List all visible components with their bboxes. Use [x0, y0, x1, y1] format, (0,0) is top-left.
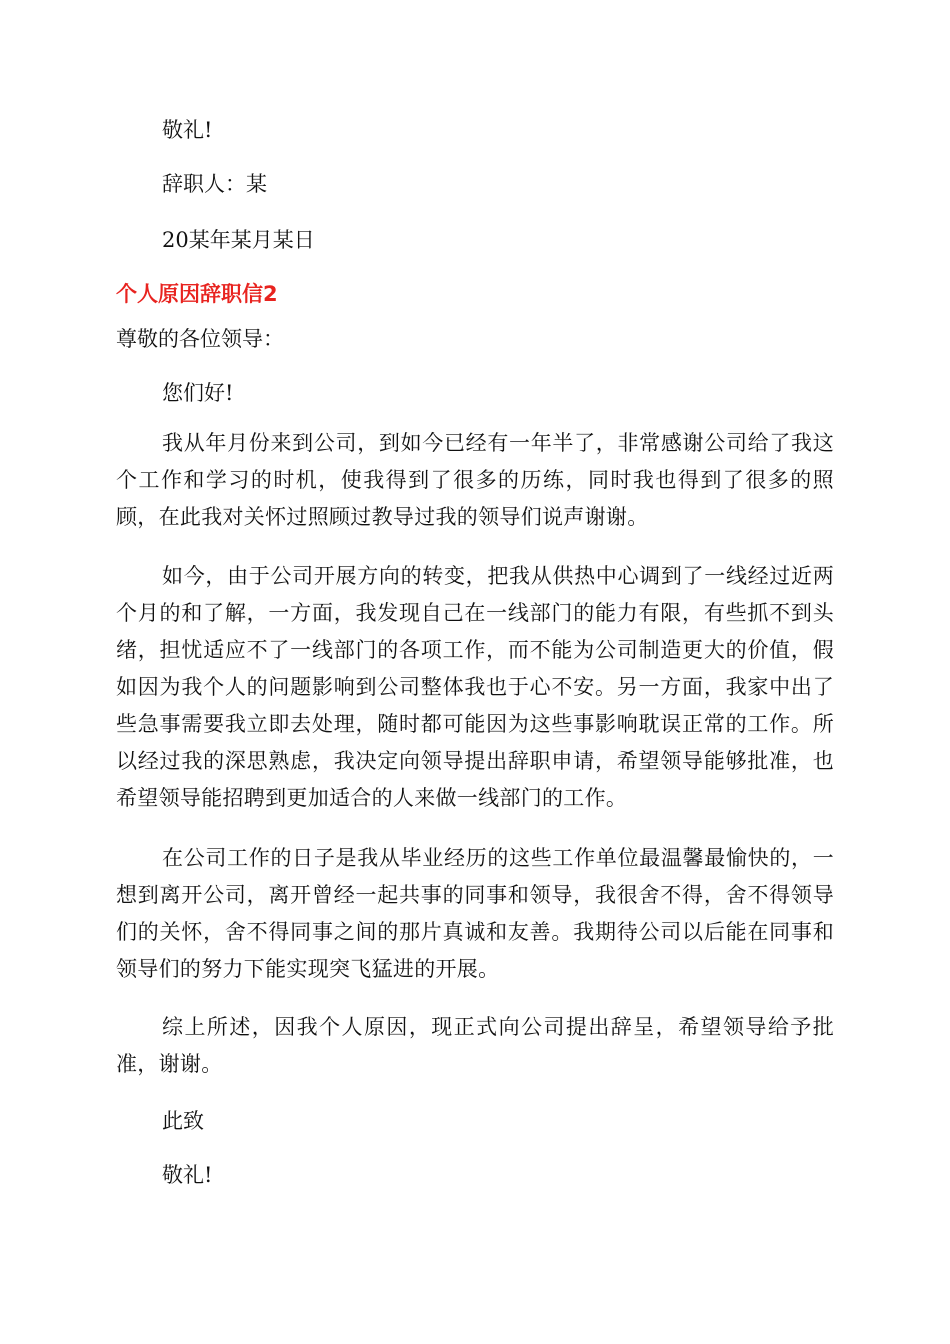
body-paragraph-3: 在公司工作的日子是我从毕业经历的这些工作单位最温馨最愉快的，一想到离开公司，离开曾经一起共事的同事和领导，我很舍不得，舍不得领导们的关怀，舍不得同事之间的那片真诚和友善。我期待公司以后能在同事和领导们的努力下能实现突飞猛进的开展。 — [116, 846, 834, 981]
addressee-text: 尊敬的各位领导： — [116, 327, 284, 351]
greeting-text: 您们好! — [162, 381, 234, 405]
letter-title: 个人原因辞职信2 — [116, 282, 278, 306]
date-text: 20某年某月某日 — [162, 228, 315, 252]
closing-salutation-text: 敬礼! — [162, 1163, 213, 1187]
resigner-text: 辞职人：某 — [162, 172, 267, 196]
salutation-text: 敬礼! — [162, 118, 213, 142]
body-paragraph-4: 综上所述，因我个人原因，现正式向公司提出辞呈，希望领导给予批准，谢谢。 — [116, 1015, 834, 1076]
body-paragraph-1: 我从年月份来到公司，到如今已经有一年半了，非常感谢公司给了我这个工作和学习的时机，使我得到了很多的历练，同时我也得到了很多的照顾，在此我对关怀过照顾过教导过我的领导们说声谢谢。 — [116, 431, 834, 529]
body-paragraph-2: 如今，由于公司开展方向的转变，把我从供热中心调到了一线经过近两个月的和了解，一方面，我发现自己在一线部门的能力有限，有些抓不到头绪，担忧适应不了一线部门的各项工作，而不能为公司制造更大的价值，假如因为我个人的问题影响到公司整体我也于心不安。另一方面，我家中出了些急事需要我立即去处理，随时都可能因为这些事影响耽误正常的工作。所以经过我的深思熟虑，我决定向领导提出辞职申请，希望领导能够批准，也希望领导能招聘到更加适合的人来做一线部门的工作。 — [116, 564, 834, 810]
closing-text: 此致 — [162, 1109, 204, 1133]
